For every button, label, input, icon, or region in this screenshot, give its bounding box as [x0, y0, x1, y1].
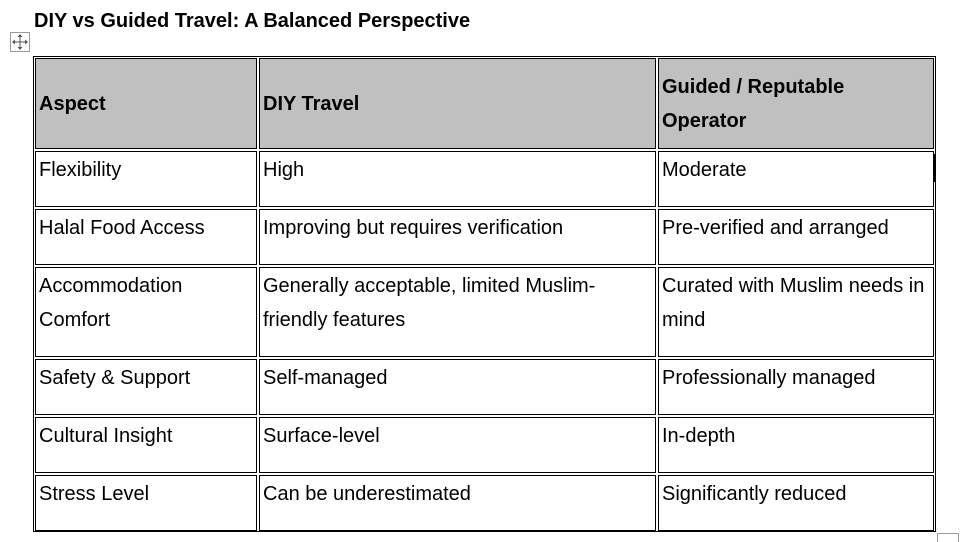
- table-cell-diy[interactable]: Generally acceptable, limited Muslim-friendly features: [259, 267, 656, 357]
- table-cell-aspect[interactable]: Flexibility: [35, 151, 257, 207]
- move-arrows-icon: [11, 33, 29, 51]
- table-cell-diy[interactable]: Self-managed: [259, 359, 656, 415]
- table-row: [35, 209, 934, 265]
- text-cursor: [934, 154, 936, 182]
- table-move-handle[interactable]: [10, 32, 30, 52]
- table-cell-aspect[interactable]: Safety & Support: [35, 359, 257, 415]
- table-row: [35, 475, 934, 531]
- table-cell-guided[interactable]: Professionally managed: [658, 359, 934, 415]
- header-aspect[interactable]: Aspect: [35, 58, 257, 149]
- table-row: [35, 151, 934, 207]
- table-cell-diy[interactable]: Improving but requires verification: [259, 209, 656, 265]
- table-resize-handle[interactable]: [937, 533, 959, 542]
- table-row: [35, 267, 934, 357]
- table-header-row: [35, 58, 934, 149]
- table-cell-diy[interactable]: Can be underestimated: [259, 475, 656, 531]
- table-cell-guided[interactable]: Curated with Muslim needs in mind: [658, 267, 934, 357]
- table-cell-guided[interactable]: Significantly reduced: [658, 475, 934, 531]
- comparison-table-frame: [33, 56, 936, 532]
- document-title: DIY vs Guided Travel: A Balanced Perspective: [34, 10, 471, 32]
- header-diy-travel[interactable]: DIY Travel: [259, 58, 656, 149]
- table-cell-guided[interactable]: Moderate: [658, 151, 934, 207]
- table-cell-aspect[interactable]: Halal Food Access: [35, 209, 257, 265]
- table-cell-aspect[interactable]: Cultural Insight: [35, 417, 257, 473]
- table-cell-diy[interactable]: High: [259, 151, 656, 207]
- table-cell-aspect[interactable]: Accommodation Comfort: [35, 267, 257, 357]
- table-cell-aspect[interactable]: Stress Level: [35, 475, 257, 531]
- table-cell-diy[interactable]: Surface-level: [259, 417, 656, 473]
- table-cell-guided[interactable]: Pre-verified and arranged: [658, 209, 934, 265]
- comparison-table: [33, 56, 936, 533]
- table-row: [35, 359, 934, 415]
- table-cell-guided[interactable]: In-depth: [658, 417, 934, 473]
- table-row: [35, 417, 934, 473]
- header-guided-operator[interactable]: Guided / Reputable Operator: [658, 58, 934, 149]
